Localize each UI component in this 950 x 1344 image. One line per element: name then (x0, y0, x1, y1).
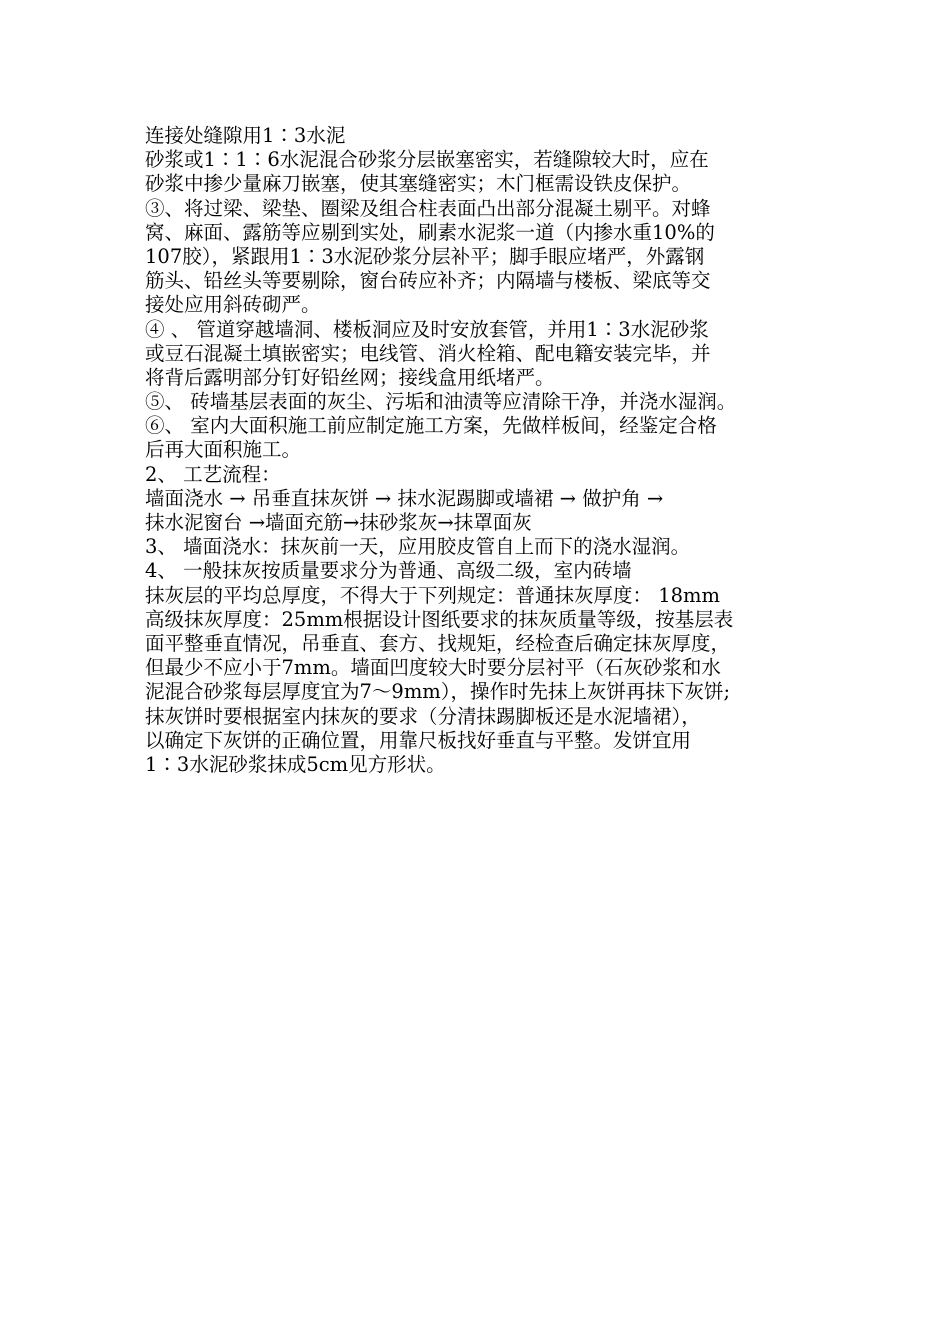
text-line: ⑥、 室内大面积施工前应制定施工方案，先做样板间，经鉴定合格 (145, 414, 717, 438)
text-line: 窝、麻面、露筋等应剔到实处，刷素水泥浆一道（内掺水重10%的 (145, 220, 715, 244)
text-line: 后再大面积施工。 (145, 438, 302, 462)
text-line: 3、 墙面浇水：抹灰前一天，应用胶皮管自上而下的浇水湿润。 (145, 535, 691, 559)
text-line: ③、将过梁、梁垫、圈梁及组合柱表面凸出部分混凝土剔平。对蜂 (145, 196, 711, 220)
text-line: 连接处缝隙用1∶3水泥 (145, 124, 346, 147)
text-line: 砂浆中掺少量麻刀嵌塞，使其塞缝密实；木门框需设铁皮保护。 (145, 172, 692, 196)
text-line: ④ 、 管道穿越墙洞、楼板洞应及时安放套管，并用1∶3水泥砂浆 (145, 317, 709, 341)
text-line: 抹灰饼时要根据室内抹灰的要求（分清抹踢脚板还是水泥墙裙）， (145, 704, 701, 728)
text-line: ⑤、 砖墙基层表面的灰尘、污垢和油渍等应清除干净，并浇水湿润。 (145, 390, 737, 414)
text-line: 高级抹灰厚度：25mm根据设计图纸要求的抹灰质量等级，按基层表 (145, 607, 734, 631)
text-line: 但最少不应小于7mm。墙面凹度较大时要分层衬平（石灰砂浆和水 (145, 656, 721, 680)
text-line: 将背后露明部分钉好铅丝网；接线盒用纸堵严。 (145, 365, 555, 389)
text-line: 接处应用斜砖砌严。 (145, 293, 321, 317)
process-flow-line: 抹水泥窗台 →墙面充筋→抹砂浆灰→抹罩面灰 (145, 511, 532, 534)
text-line: 1∶3水泥砂浆抹成5cm见方形状。 (145, 752, 446, 776)
section-heading: 2、 工艺流程： (145, 462, 281, 486)
body-text (145, 124, 825, 777)
text-line: 4、 一般抹灰按质量要求分为普通、高级二级，室内砖墙 (145, 559, 632, 583)
text-line: 以确定下灰饼的正确位置，用靠尺板找好垂直与平整。发饼宜用 (145, 728, 692, 752)
text-line: 泥混合砂浆每层厚度宜为7～9mm），操作时先抹上灰饼再抹下灰饼; (145, 680, 731, 704)
text-line: 筋头、铅丝头等要剔除，窗台砖应补齐；内隔墙与楼板、梁底等交 (145, 269, 711, 293)
text-line: 抹灰层的平均总厚度，不得大于下列规定：普通抹灰厚度： 18mm (145, 583, 720, 607)
text-line: 砂浆或1∶1∶6水泥混合砂浆分层嵌塞密实，若缝隙较大时，应在 (145, 148, 709, 172)
process-flow-line: 墙面浇水 → 吊垂直抹灰饼 → 抹水泥踢脚或墙裙 → 做护角 → (145, 486, 664, 510)
text-line: 107胶），紧跟用1∶3水泥砂浆分层补平；脚手眼应堵严，外露钢 (145, 244, 705, 268)
text-line: 或豆石混凝土填嵌密实；电线管、消火栓箱、配电籍安装完毕，并 (145, 341, 711, 365)
text-line: 面平整垂直情况，吊垂直、套方、找规矩，经检查后确定抹灰厚度， (145, 631, 731, 655)
